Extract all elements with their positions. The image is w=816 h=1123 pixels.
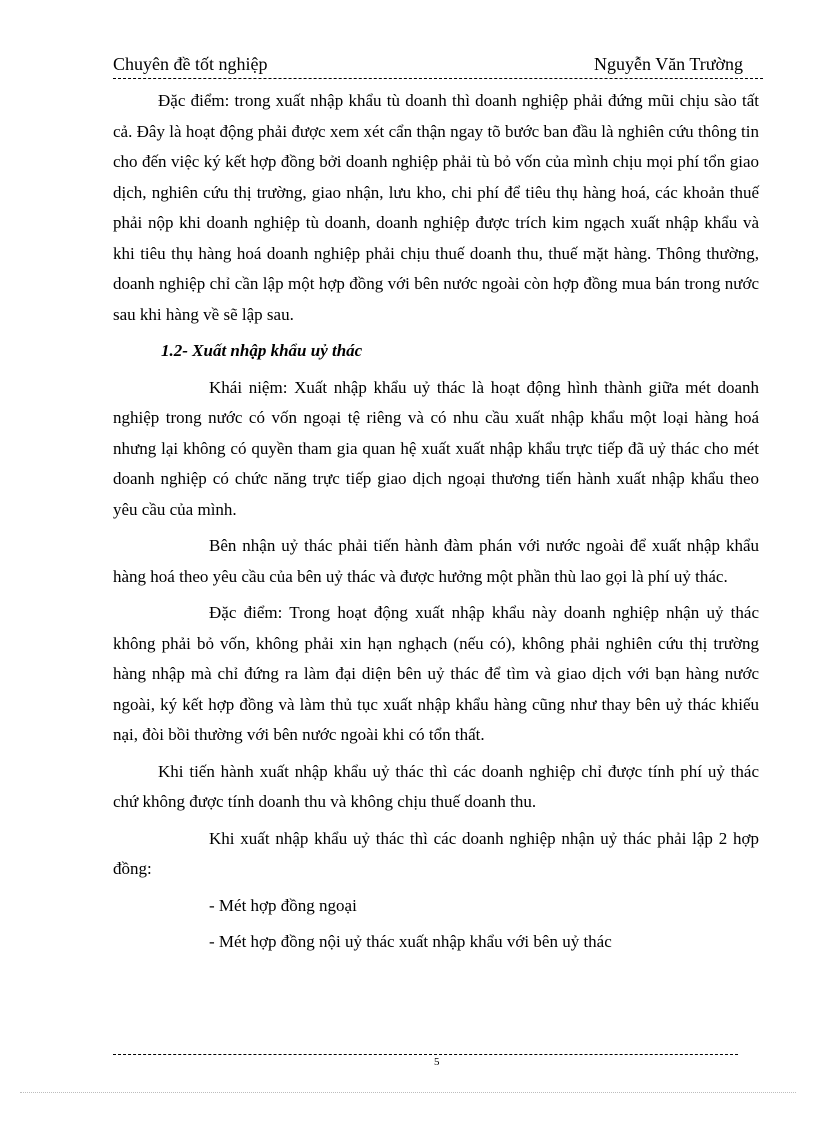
header-document-title: Chuyên đề tốt nghiệp <box>113 54 268 74</box>
paragraph-receiving-party: Bên nhận uỷ thác phải tiến hành đàm phán với nước ngoài để xuất nhập khẩu hàng hoá theo yêu cầu của bên uỷ thác và được hưởng một phần thù lao gọi là phí uỷ thác. <box>113 536 759 586</box>
page-header <box>113 50 763 79</box>
paragraph-contracts: Khi xuất nhập khẩu uỷ thác thì các doanh nghiệp nhận uỷ thác phải lập 2 hợp đồng: <box>113 828 759 878</box>
paragraph-concept: Khái niệm: Xuất nhập khẩu uỷ thác là hoạt động hình thành giữa mét doanh nghiệp trong nước có vốn ngoại tệ riêng và có nhu cầu xuất nhập khẩu một loại hàng hoá nhưng lại không có quyền tham gia quan hệ xuất xuất nhập khẩu trực tiếp đã uỷ thác cho mét doanh nghiệp có chức năng trực tiếp giao dịch ngoại thương tiến hành xuất nhập khẩu theo yêu cầu của mình. <box>113 377 759 519</box>
paragraph-characteristics-self-business: Đặc điểm: trong xuất nhập khẩu tù doanh thì doanh nghiệp phải đứng mũi chịu sào tất cả. Đây là hoạt động phải được xem xét cẩn thận ngay tõ bước ban đầu là nghiên cứu thông tin cho đến việc ký kết hợp đồng bởi doanh nghiệp phải tù bỏ vốn của mình chịu mọi phí tổn giao dịch, nghiên cứu thị trường, giao nhận, lưu kho, chi phí để tiêu thụ hàng hoá, các khoản thuế phải nộp khi doanh nghiệp tù doanh, doanh nghiệp được trích kim ngạch xuất nhập khẩu và khi tiêu thụ hàng hoá doanh nghiệp phải chịu thuế doanh thu, thuế mặt hàng. Thông thường, doanh nghiệp chỉ cần lập một hợp đồng với bên nước ngoài còn hợp đồng mua bán trong nước sau khi hàng về sẽ lập sau. <box>113 91 759 324</box>
paragraph-fees: Khi tiến hành xuất nhập khẩu uỷ thác thì các doanh nghiệp chỉ được tính phí uỷ thác chứ không được tính doanh thu và không chịu thuế doanh thu. <box>113 761 759 811</box>
section-heading: 1.2- Xuất nhập khẩu uỷ thác <box>161 341 363 360</box>
list-item-foreign-contract: - Mét hợp đồng ngoại <box>209 895 357 915</box>
paragraph-characteristics-entrusted: Đặc điểm: Trong hoạt động xuất nhập khẩu này doanh nghiệp nhận uỷ thác không phải bỏ vốn, không phải xin hạn nghạch (nếu có), không phải nghiên cứu thị trường hàng nhập mà chỉ đứng ra làm đại diện bên uỷ thác để tìm và giao dịch với bạn hàng nước ngoài, ký kết hợp đồng và làm thủ tục xuất nhập khẩu hàng cũng như thay bên uỷ thác khiếu nại, đòi bồi thường với bên nước ngoài khi có tổn thất. <box>113 603 759 744</box>
page-bottom-border <box>20 1092 796 1093</box>
footer-divider <box>113 1054 738 1055</box>
list-item-domestic-contract: - Mét hợp đồng nội uỷ thác xuất nhập khẩu với bên uỷ thác <box>209 932 612 951</box>
page-number: 5 <box>434 1056 440 1068</box>
header-author: Nguyễn Văn Trường <box>594 54 743 74</box>
document-body <box>113 86 759 958</box>
